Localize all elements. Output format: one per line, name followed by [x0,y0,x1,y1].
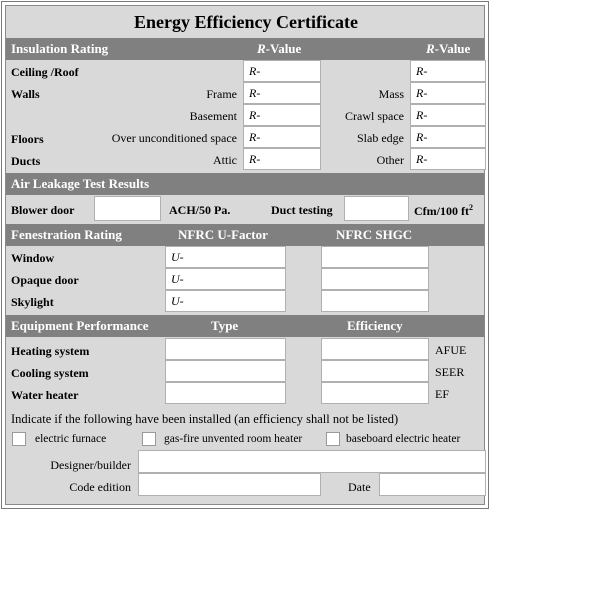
cfm-text: Cfm/100 ft [414,204,469,218]
water-heater-label: Water heater [11,388,79,402]
attic-label: Attic [213,153,237,167]
ceiling-rvalue-field[interactable]: R- [243,60,321,82]
ach-label: ACH/50 Pa. [169,203,231,217]
rvalue-suffix: -Value [265,41,302,56]
shgc-header: NFRC SHGC [336,227,413,242]
crawl-rvalue-field[interactable]: R- [410,104,486,126]
duct-testing-label: Duct testing [271,203,333,217]
efficiency-header: Efficiency [347,318,403,333]
ceiling-rvalue-field-2[interactable]: R- [410,60,486,82]
ef-label: EF [435,387,450,401]
frame-label: Frame [206,87,237,101]
fenestration-header-bar [6,224,484,246]
skylight-shgc-field[interactable] [321,290,429,312]
window-ufactor-field[interactable]: U- [165,246,286,268]
air-header-bar [6,173,484,195]
equipment-header: Equipment Performance [11,318,149,333]
frame-rvalue-field[interactable]: R- [243,82,321,104]
other-rvalue-field[interactable]: R- [410,148,486,170]
crawl-label: Crawl space [345,109,404,123]
cfm-superscript: 2 [468,203,473,212]
cooling-type-field[interactable] [165,360,286,382]
gas-heater-label: gas-fire unvented room heater [164,433,303,445]
opaque-door-label: Opaque door [11,273,79,287]
water-type-field[interactable] [165,382,286,404]
other-label: Other [376,153,404,167]
skylight-label: Skylight [11,295,54,309]
slab-label: Slab edge [357,131,404,145]
water-efficiency-field[interactable] [321,382,429,404]
blower-label: Blower door [11,203,75,217]
equipment-header-bar [6,315,484,337]
attic-rvalue-field[interactable]: R- [243,148,321,170]
rvalue-suffix: -Value [434,41,471,56]
code-edition-field[interactable] [138,473,321,496]
floors-label: Floors [11,132,44,146]
cooling-efficiency-field[interactable] [321,360,429,382]
basement-rvalue-field[interactable]: R- [243,104,321,126]
gas-heater-checkbox[interactable] [142,432,156,446]
certificate-title: Energy Efficiency Certificate [134,12,358,32]
baseboard-heater-checkbox[interactable] [326,432,340,446]
rvalue-header-left [257,41,301,57]
window-label: Window [11,251,55,265]
code-edition-label: Code edition [69,480,131,494]
ufactor-header: NFRC U-Factor [178,227,268,242]
rvalue-r: R [257,41,266,56]
walls-label: Walls [11,87,40,101]
electric-furnace-checkbox[interactable] [12,432,26,446]
opaque-ufactor-field[interactable]: U- [165,268,286,290]
opaque-shgc-field[interactable] [321,268,429,290]
heating-efficiency-field[interactable] [321,338,429,360]
heating-type-field[interactable] [165,338,286,360]
baseboard-heater-label: baseboard electric heater [346,433,461,445]
mass-rvalue-field[interactable]: R- [410,82,486,104]
skylight-ufactor-field[interactable]: U- [165,290,286,312]
heating-label: Heating system [11,344,90,358]
basement-label: Basement [189,109,237,123]
seer-label: SEER [435,365,465,379]
date-label: Date [348,480,371,494]
designer-field[interactable] [138,450,486,473]
date-field[interactable] [379,473,486,496]
duct-testing-field[interactable] [344,196,409,221]
ducts-label: Ducts [11,154,41,168]
cfm-label [414,203,473,219]
electric-furnace-label: electric furnace [35,433,107,445]
slab-rvalue-field[interactable]: R- [410,126,486,148]
air-header: Air Leakage Test Results [11,176,150,191]
rvalue-header-right [426,41,470,57]
cooling-label: Cooling system [11,366,89,380]
rvalue-r: R [426,41,435,56]
floors-rvalue-field[interactable]: R- [243,126,321,148]
afue-label: AFUE [435,343,467,357]
designer-label: Designer/builder [50,458,131,472]
ceiling-label: Ceiling /Roof [11,65,79,79]
certificate-body [5,5,485,505]
fenestration-header: Fenestration Rating [11,227,122,242]
install-note: Indicate if the following have been installed (an efficiency shall not be listed) [11,412,399,426]
blower-door-field[interactable] [94,196,161,221]
certificate-frame [1,1,489,509]
insulation-header-bar [6,38,484,60]
mass-label: Mass [378,87,404,101]
over-uncond-label: Over unconditioned space [111,131,237,145]
insulation-header: Insulation Rating [11,41,109,56]
type-header: Type [211,318,239,333]
window-shgc-field[interactable] [321,246,429,268]
